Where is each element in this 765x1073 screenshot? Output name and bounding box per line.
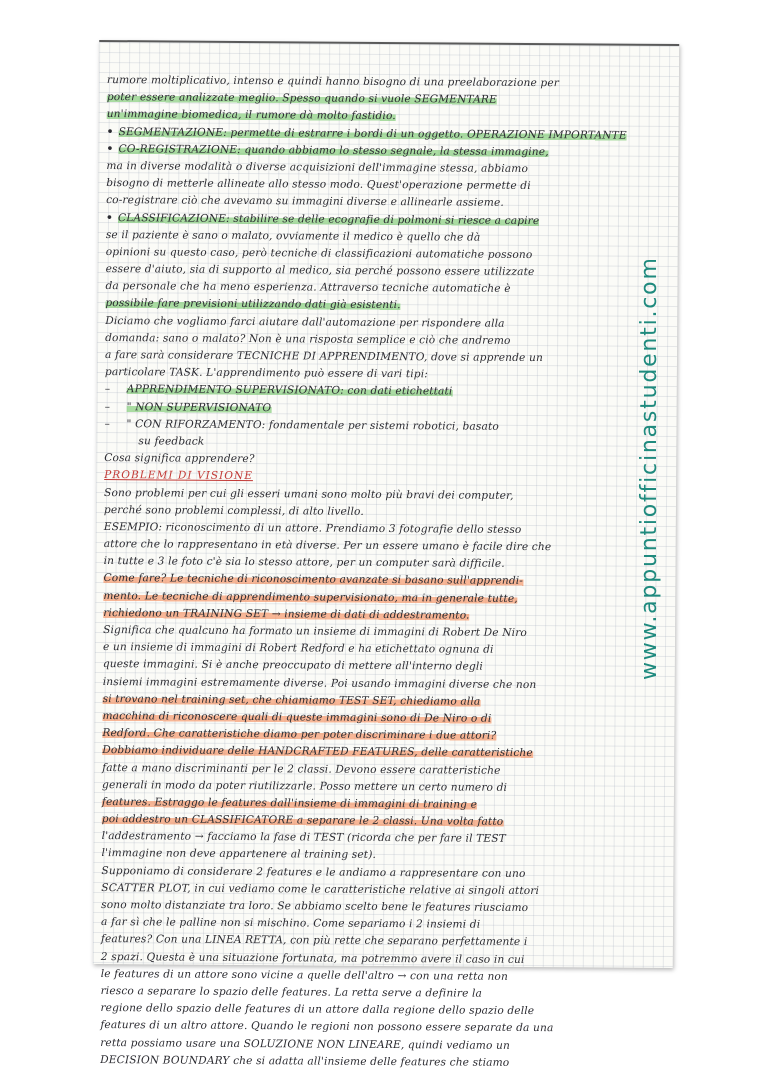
note-line: rumore moltiplicativo, intenso e quindi hanno bisogno di una preelaborazione per [106,74,560,90]
note-line: retta possiamo usare una SOLUZIONE NON LINEARE, quindi vediamo un [100,1036,511,1052]
note-line: 2 spazi. Questa è una situazione fortunata, ma potremmo avere il caso in cui [100,950,525,966]
dash-marker: – [104,383,111,396]
note-line: opinioni su questo caso, però tecniche di classificazioni automatiche possono [105,245,533,261]
note-line: essere d'aiuto, sia di supporto al medico, sia perché possono essere utilizzate [105,263,535,279]
note-line: perché sono problemi complessi, di alto livello. [103,503,364,518]
note-line: – " NON SUPERVISIONATO [105,399,673,420]
note-line: da personale che ha meno esperienza. Attraverso tecniche automatiche è [105,280,511,296]
note-line: queste immagini. Si è anche preoccupato di mettere all'interno degli [102,658,484,674]
notebook-page [93,40,679,1069]
note-line: DECISION BOUNDARY che si adatta all'insieme delle features che stiamo [100,1053,510,1069]
note-line: mento. Le tecniche di apprendimento supervisionato, ma in generale tutte, [103,589,518,605]
note-line: domanda: sano o malato? Non è una risposta semplice e ciò che andremo [105,331,511,347]
note-line: le features di un attore sono vicine a quelle dell'altro → con una retta non [100,967,509,983]
note-line: attore che lo rappresentano in età diverse. Per un essere umano è facile dire che [103,538,552,554]
note-line: bisogno di metterle allineate allo stesso modo. Quest'operazione permette di [106,177,531,193]
note-line: e un insieme di immagini di Robert Redford e ha etichettato ognuna di [102,641,494,656]
note-line: fatte a mano discriminanti per le 2 classi. Devono essere caratteristiche [102,761,501,777]
note-line: poi addestro un CLASSIFICATORE a separare le 2 classi. Una volta fatto [101,813,504,828]
section-heading: PROBLEMI DI VISIONE [104,469,253,483]
note-line: richiedono un TRAINING SET → insieme di dati di addestramento. [103,606,470,622]
note-line: – APPRENDIMENTO SUPERVISIONATO: con dati etichettati [104,383,453,398]
note-line: se il paziente è sano o malato, ovviamente il medico è quello che dà [105,228,481,244]
note-line: regione dello spazio delle features di un attore dalla regione dello spazio delle [100,1002,535,1018]
note-line: features. Estraggo le features dall'insieme di immagini di training e [101,795,478,811]
note-line: • CO-REGISTRAZIONE: quando abbiamo lo stesso segnale, la stessa immagine, [106,142,549,158]
note-line: poter essere analizzate meglio. Spesso quando si vuole SEGMENTARE [106,91,498,106]
note-line: Sono problemi per cui gli esseri umani sono molto più bravi dei computer, [104,486,514,502]
note-line: SCATTER PLOT, in cui vediamo come le caratteristiche relative ai singoli attori [101,881,540,897]
note-line: si trovano nel training set, che chiamiamo TEST SET, chiediamo alla [102,692,481,708]
note-line: Cosa significa apprendere? [104,452,255,466]
note-line: ESEMPIO: riconoscimento di un attore. Prendiamo 3 fotografie dello stesso [103,520,522,536]
dash-marker: – [104,417,111,430]
note-line: particolare TASK. L'apprendimento può essere di vari tipi: [104,366,429,381]
note-line: features? Con una LINEA RETTA, con più rette che separano perfettamente i [100,933,528,949]
note-line: Supponiamo di considerare 2 features e le andiamo a rappresentare con uno [101,864,526,880]
bullet-icon: • [106,125,114,138]
note-line: macchina di riconoscere quali di queste immagini sono di De Niro o di [102,709,492,725]
watermark-url: www.appuntiofficinastudenti.com [637,256,662,680]
note-line: Diciamo che vogliamo farci aiutare dall'automazione per rispondere alla [105,314,505,330]
note-line: features di un altro attore. Quando le regioni non possono essere separate da una [100,1019,554,1035]
handwritten-notes [100,72,675,1073]
note-line: riesco a separare lo spazio delle features. La retta serve a definire la [100,984,483,1000]
note-line: sono molto distanziate tra loro. Se abbiamo scelto bene le features riusciamo [101,899,529,915]
dash-marker: – [104,400,111,413]
note-line: l'immagine non deve appartenere al training set). [101,847,377,862]
note-line: un'immagine biomedica, il rumore dà molto fastidio. [106,108,396,123]
note-line: su feedback [138,435,205,448]
note-line: Significa che qualcuno ha formato un insieme di immagini di Robert De Niro [103,624,528,639]
note-line: Redford. Che caratteristiche diamo per poter discriminare i due attori? [102,727,497,742]
note-line: ma in diverse modalità o diverse acquisizioni dell'immagine stessa, abbiamo [106,159,529,175]
note-line: Dobbiamo individuare delle HANDCRAFTED FEATURES, delle caratteristiche [102,744,533,760]
note-line: • SEGMENTAZIONE: permette di estrarre i bordi di un oggetto. OPERAZIONE IMPORTANTE [106,125,627,142]
note-line: generali in modo da poter riutilizzarle. Posso mettere un certo numero di [101,778,508,794]
note-line: co-registrare ciò che avevamo su immagini diverse e allinearle assieme. [106,194,504,210]
note-line: • CLASSIFICAZIONE: stabilire se delle ecografie di polmoni si riesce a capire [105,211,540,227]
note-line: a far sì che le palline non si mischino. Come separiamo i 2 insiemi di [101,916,481,931]
note-line: Come fare? Le tecniche di riconoscimento avanzate si basano sull'apprendi- [103,572,524,588]
note-line: l'addestramento → facciamo la fase di TEST (ricorda che per fare il TEST [101,830,506,846]
note-line: – " CON RIFORZAMENTO: fondamentale per sistemi robotici, basato [104,417,499,433]
bullet-icon: • [106,142,114,155]
note-line: in tutte e 3 le foto c'è sia lo stesso attore, per un computer sarà difficile. [103,555,505,571]
note-line: insiemi immagini estremamente diverse. Poi usando immagini diverse che non [102,675,537,691]
note-line: a fare sarà considerare TECNICHE DI APPRENDIMENTO, dove si apprende un [104,349,543,365]
bullet-icon: • [105,211,113,224]
note-line: possibile fare previsioni utilizzando dati già esistenti. [105,297,401,312]
